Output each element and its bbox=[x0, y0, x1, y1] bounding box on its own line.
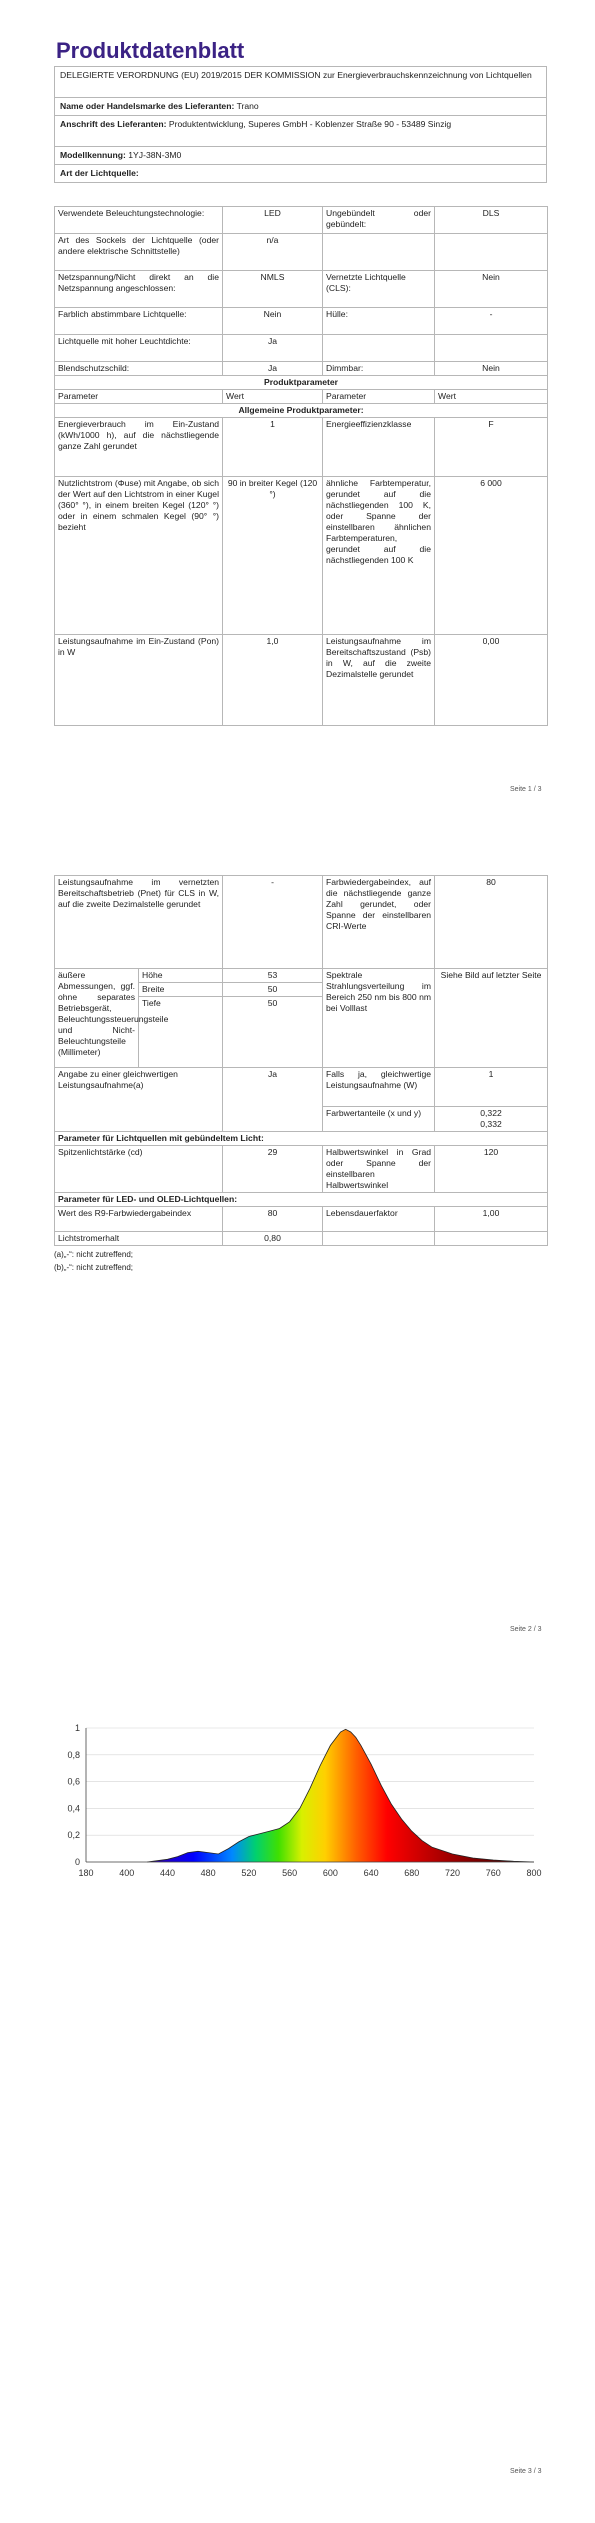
chroma-y: 0,332 bbox=[480, 1119, 502, 1129]
x-tick-label: 720 bbox=[445, 1868, 461, 1878]
equiv-power-indicator-label: Angabe zu einer gleichwertigen Leistungsaufnahme(a) bbox=[55, 1068, 223, 1132]
model-id: 1YJ-38N-3M0 bbox=[128, 150, 182, 160]
section-header-row bbox=[55, 404, 548, 418]
header-block bbox=[54, 66, 547, 183]
page-number: Seite 1 / 3 bbox=[510, 786, 542, 793]
x-tick-label: 640 bbox=[363, 1868, 379, 1878]
x-tick-label: 520 bbox=[241, 1868, 257, 1878]
model-line bbox=[55, 147, 546, 165]
table-row: Leistungsaufnahme im Ein-Zustand (Pon) in W 1,0 Leistungsaufnahme im Bereitschaftszustand (Psb) in W, auf die zweite Dezimalstelle gerundet 0,00 bbox=[55, 635, 548, 726]
x-tick-label: 480 bbox=[200, 1868, 216, 1878]
table-row: Nutzlichtstrom (Φuse) mit Angabe, ob sich der Wert auf den Lichtstrom in einer Kugel (360° °), in einem breiten Kegel (120° °) oder in einem schmalen Kegel (90° °) bezieht 90 in breiter Kegel (120 °) ähnliche Farbtemperatur, gerundet auf die nächstliegenden 100 K, oder Spanne der einstellbaren ähnlichen Farbtemperaturen, gerundet auf die nächstliegenden 100 K 6 000 bbox=[55, 477, 548, 635]
table-row: Verwendete Beleuchtungstechnologie: LED Ungebündelt oder gebündelt: DLS bbox=[55, 207, 548, 234]
lightsource-type-heading: Art der Lichtquelle: bbox=[60, 168, 139, 178]
x-tick-label: 680 bbox=[404, 1868, 420, 1878]
y-tick-label: 0 bbox=[74, 1857, 80, 1867]
table-row: Art des Sockels der Lichtquelle (oder andere elektrische Schnittstelle) n/a bbox=[55, 234, 548, 271]
x-tick-label: 600 bbox=[322, 1868, 338, 1878]
chroma-x: 0,322 bbox=[480, 1108, 502, 1118]
y-tick-label: 0,2 bbox=[67, 1830, 80, 1841]
table-row: Lichtstromerhalt 0,80 bbox=[55, 1232, 548, 1246]
x-tick-label: 560 bbox=[282, 1868, 298, 1878]
x-tick-label: 440 bbox=[159, 1868, 175, 1878]
product-params-heading: Produktparameter bbox=[55, 376, 548, 390]
led-heading: Parameter für LED- und OLED-Lichtquellen: bbox=[55, 1193, 548, 1207]
x-tick-label: 760 bbox=[485, 1868, 501, 1878]
model-label: Modellkennung: bbox=[60, 150, 126, 160]
spectrum-chart bbox=[56, 1720, 546, 1880]
table-row: Spitzenlichtstärke (cd) 29 Halbwertswinkel in Grad oder Spanne der einstellbaren Halbwertswinkel 120 bbox=[55, 1146, 548, 1193]
table-row: Tiefe 50 bbox=[55, 997, 548, 1068]
y-axis-ticks bbox=[67, 1723, 80, 1867]
params-table-continued bbox=[54, 875, 547, 1274]
address-label: Anschrift des Lieferanten: bbox=[60, 119, 167, 129]
general-params-heading: Allgemeine Produktparameter: bbox=[55, 404, 548, 418]
supplier-address: Produktentwicklung, Superes GmbH - Koblenzer Straße 90 - 53489 Sinzig bbox=[168, 119, 452, 129]
supplier-name-line bbox=[55, 98, 546, 116]
y-tick-label: 0,6 bbox=[67, 1776, 80, 1787]
supplier-name-label: Name oder Handelsmarke des Lieferanten: bbox=[60, 101, 235, 111]
footnote-b: (b)„-“: nicht zutreffend; bbox=[54, 1263, 133, 1272]
supplier-address-line bbox=[55, 116, 546, 147]
supplier-name: Trano bbox=[236, 101, 259, 111]
spectral-value: Siehe Bild auf letzter Seite bbox=[435, 969, 548, 1068]
y-tick-label: 0,8 bbox=[67, 1749, 80, 1760]
table-row: Breite 50 bbox=[55, 983, 548, 997]
table-row: Netzspannung/Nicht direkt an die Netzspannung angeschlossen: NMLS Vernetzte Lichtquelle (CLS): Nein bbox=[55, 271, 548, 308]
table-row: Angabe zu einer gleichwertigen Leistungsaufnahme(a) Ja Falls ja, gleichwertige Leistungsaufnahme (W) 1 bbox=[55, 1068, 548, 1107]
footnote-a: (a)„-“: nicht zutreffend; bbox=[54, 1250, 133, 1259]
table-row: Energieverbrauch im Ein-Zustand (kWh/1000 h), auf die nächstliegende ganze Zahl gerundet 1 Energieeffizienzklasse F bbox=[55, 418, 548, 477]
table-row: Farbwertanteile (x und y) 0,322 0,332 bbox=[55, 1107, 548, 1132]
table-row: Lichtquelle mit hoher Leuchtdichte: Ja bbox=[55, 335, 548, 362]
lightsource-type-table bbox=[54, 206, 547, 726]
page-number: Seite 2 / 3 bbox=[510, 1626, 542, 1633]
section-header-row bbox=[55, 1193, 548, 1207]
table-row: äußere Abmessungen, ggf. ohne separates Betriebsgerät, Beleuchtungssteuerungsteile und Nicht-Beleuchtungsteile (Millimeter) Höhe 53 Spektrale Strahlungsverteilung im Bereich 250 nm bis 800 nm bei Volllast Siehe Bild auf letzter Seite bbox=[55, 969, 548, 983]
section-header-row bbox=[55, 1132, 548, 1146]
y-tick-label: 0,4 bbox=[67, 1803, 80, 1814]
table-row: Leistungsaufnahme im vernetzten Bereitschaftsbetrieb (Pnet) für CLS in W, auf die zweite Dezimalstelle gerundet - Farbwiedergabeindex, auf die nächstliegende ganze Zahl gerundet, oder Spanne der einstellbaren CRI-Werte 80 bbox=[55, 876, 548, 969]
x-tick-label: 400 bbox=[119, 1868, 135, 1878]
page-number: Seite 3 / 3 bbox=[510, 2468, 542, 2475]
regulation-text: DELEGIERTE VERORDNUNG (EU) 2019/2015 DER KOMMISSION zur Energieverbrauchskennzeichnung von Lichtquellen bbox=[55, 67, 546, 98]
table-row: Farblich abstimmbare Lichtquelle: Nein Hülle: - bbox=[55, 308, 548, 335]
y-tick-label: 1 bbox=[74, 1723, 80, 1733]
dimensions-label: äußere Abmessungen, ggf. ohne separates Betriebsgerät, Beleuchtungssteuerungsteile und Nicht-Beleuchtungsteile (Millimeter) bbox=[55, 969, 139, 1068]
x-tick-label: 180 bbox=[78, 1868, 94, 1878]
x-axis-ticks bbox=[78, 1868, 541, 1878]
directional-heading: Parameter für Lichtquellen mit gebündeltem Licht: bbox=[55, 1132, 548, 1146]
spectral-label: Spektrale Strahlungsverteilung im Bereich 250 nm bis 800 nm bei Volllast bbox=[323, 969, 435, 1068]
table-row: Wert des R9-Farbwiedergabeindex 80 Lebensdauerfaktor 1,00 bbox=[55, 1207, 548, 1232]
x-tick-label: 800 bbox=[526, 1868, 542, 1878]
table-row: Blendschutzschild: Ja Dimmbar: Nein bbox=[55, 362, 548, 376]
spectrum-area bbox=[147, 1729, 534, 1862]
column-header-row: Parameter Wert Parameter Wert bbox=[55, 390, 548, 404]
page-title: Produktdatenblatt bbox=[56, 38, 245, 63]
section-header-row bbox=[55, 376, 548, 390]
